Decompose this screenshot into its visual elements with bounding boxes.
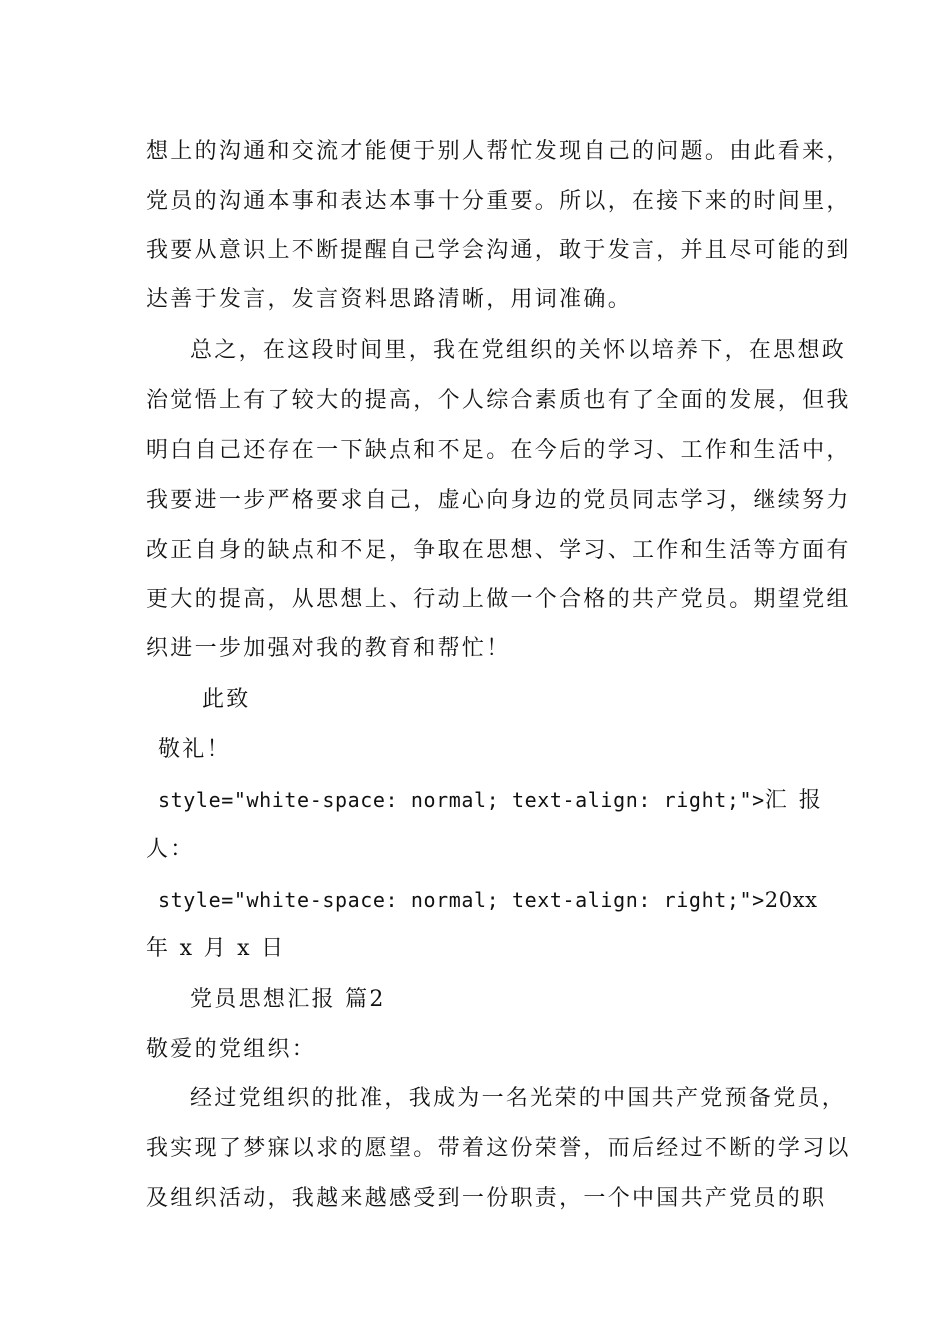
paragraph-line: 达善于发言，发言资料思路清晰，用词准确。 [146, 287, 633, 312]
paragraph-line: 明白自己还存在一下缺点和不足。在今后的学习、工作和生活中， [146, 438, 851, 463]
reporter-line-continued: 人： [146, 837, 195, 862]
date-year: 20xx [764, 888, 818, 912]
paragraph-line: 经过党组织的批准，我成为一名光荣的中国共产党预备党员， [190, 1086, 847, 1111]
paragraph-line: 治觉悟上有了较大的提高，个人综合素质也有了全面的发展，但我 [146, 388, 851, 413]
salutation: 敬爱的党组织： [146, 1037, 317, 1062]
paragraph-line: 织进一步加强对我的教育和帮忙！ [146, 636, 511, 661]
reporter-line [158, 785, 833, 816]
paragraph-line: 总之，在这段时间里，我在党组织的关怀以培养下，在思想政 [190, 338, 847, 363]
paragraph-line: 我要进一步严格要求自己，虚心向身边的党员同志学习，继续努力 [146, 488, 851, 513]
date-line [158, 885, 818, 915]
section-title: 党员思想汇报 篇2 [190, 987, 386, 1012]
closing-line: 此致 [202, 687, 251, 712]
paragraph-line: 更大的提高，从思想上、行动上做一个合格的共产党员。期望党组 [146, 587, 851, 612]
paragraph-line: 改正自身的缺点和不足，争取在思想、学习、工作和生活等方面有 [146, 538, 851, 563]
paragraph-line: 我实现了梦寐以求的愿望。带着这份荣誉，而后经过不断的学习以 [146, 1136, 851, 1161]
paragraph-line: 及组织活动，我越来越感受到一份职责，一个中国共产党员的职 [146, 1186, 827, 1211]
code-fragment: style="white-space: normal; text-align: right;"> [158, 888, 765, 912]
paragraph-line: 党员的沟通本事和表达本事十分重要。所以，在接下来的时间里， [146, 189, 851, 214]
code-fragment: style="white-space: normal; text-align: right;"> [158, 788, 765, 812]
regards-line: 敬礼！ [158, 737, 231, 762]
reporter-label: 汇报 [764, 788, 833, 813]
paragraph-line: 想上的沟通和交流才能便于别人帮忙发现自己的问题。由此看来， [146, 139, 851, 164]
paragraph-line: 我要从意识上不断提醒自己学会沟通，敢于发言，并且尽可能的到 [146, 238, 851, 263]
date-line-continued: 年 x 月 x 日 [146, 936, 286, 961]
